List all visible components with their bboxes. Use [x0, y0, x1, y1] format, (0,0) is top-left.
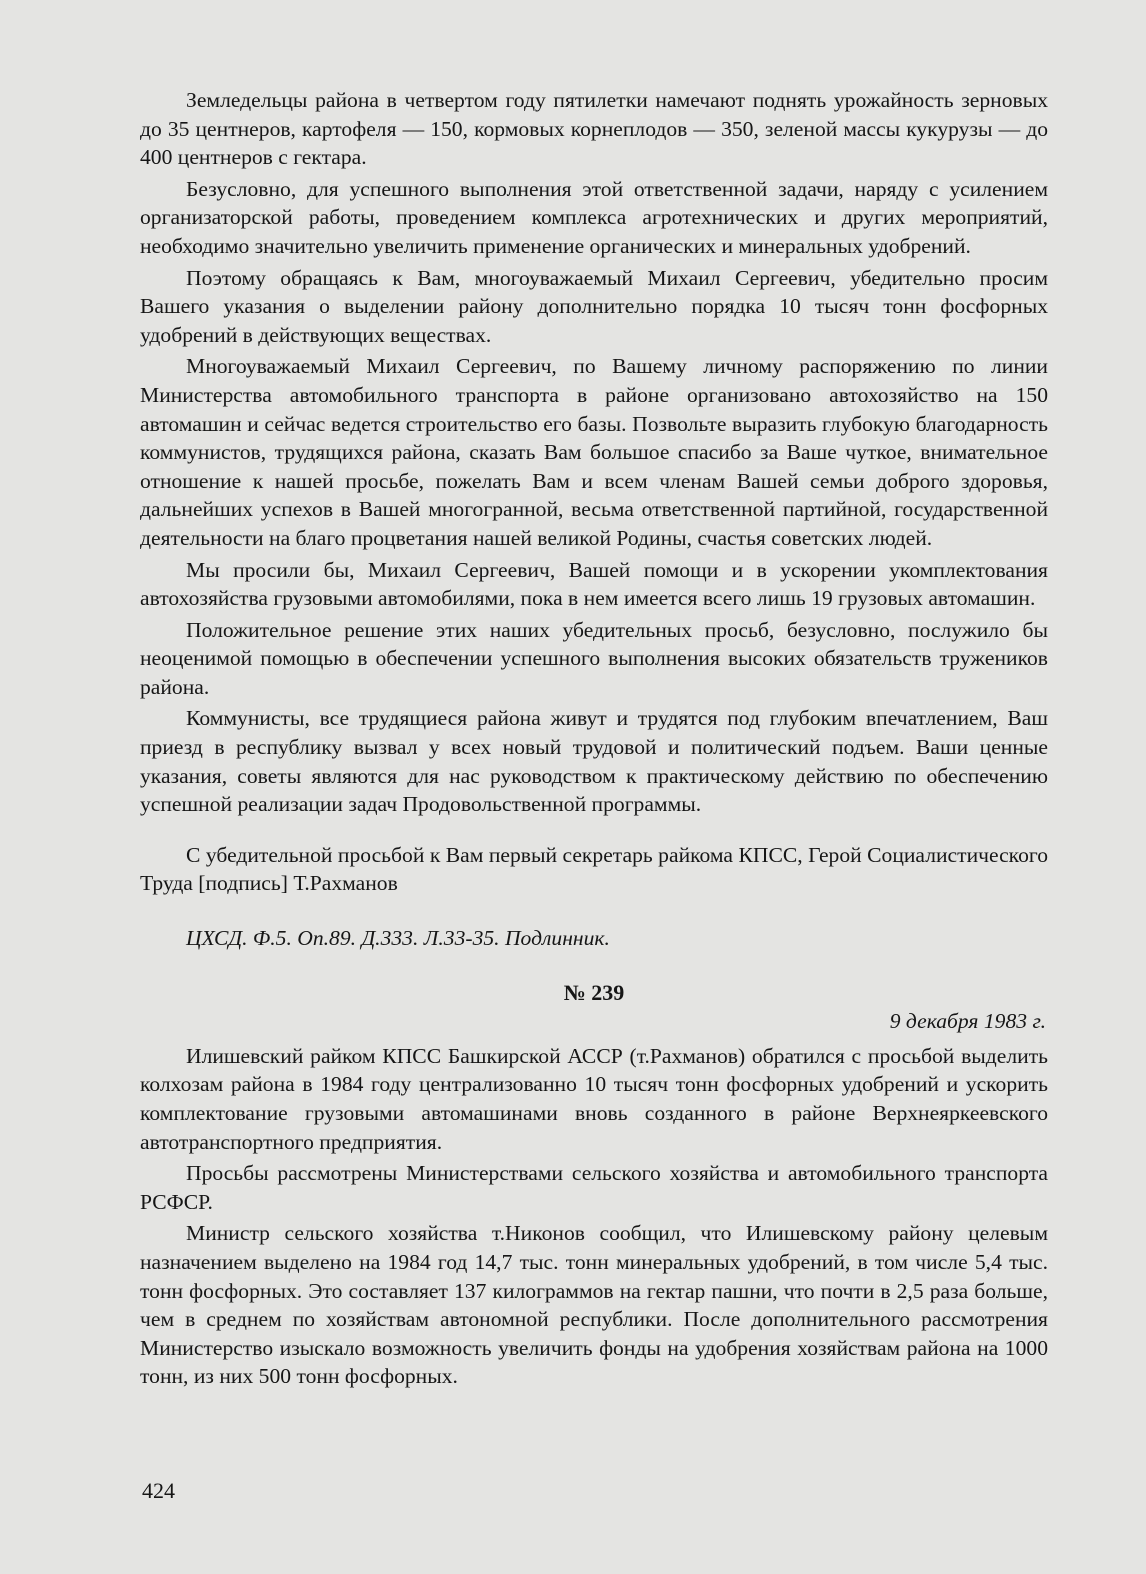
paragraph: Положительное решение этих наших убедительных просьб, безусловно, послужило бы неоценимой помощью в обеспечении успешного выполнения высоких обязательств тружеников района. [140, 617, 1048, 699]
document-date: 9 декабря 1983 г. [889, 1009, 1046, 1034]
paragraph: Илишевский райком КПСС Башкирской АССР (т.Рахманов) обратился с просьбой выделить колхозам района в 1984 году централизованно 10 тысяч тонн фосфорных удобрений и ускорить комплектование грузовыми автомашинами вновь созданного в районе Верхнеяркеевского автотранспортного предприятия. [140, 1043, 1048, 1154]
document-number: № 239 [563, 979, 625, 1005]
paragraph: Поэтому обращаясь к Вам, многоуважаемый Михаил Сергеевич, убедительно просим Вашего указания о выделении району дополнительно порядка 10 тысяч тонн фосфорных удобрений в действующих веществах. [140, 265, 1048, 347]
paragraph: Министр сельского хозяйства т.Никонов сообщил, что Илишевскому району целевым назначением выделено на 1984 год 14,7 тыс. тонн минеральных удобрений, в том числе 5,4 тыс. тонн фосфорных. Это составляет 137 килограммов на гектар пашни, что почти в 2,5 раза больше, чем в среднем по хозяйствам автономной республики. После дополнительного рассмотрения Министерство изыскало возможность увеличить фонды на удобрения хозяйствам района на 1000 тонн, из них 500 тонн фосфорных. [140, 1221, 1048, 1389]
paragraph: Земледельцы района в четвертом году пятилетки намечают поднять урожайность зерновых до 35 центнеров, картофеля — 150, кормовых корнеплодов — 350, зеленой массы кукурузы — до 400 центнеров с гектара. [140, 88, 1048, 170]
document-body [140, 86, 1048, 1391]
page-number: 424 [142, 1478, 175, 1503]
archive-source: ЦХСД. Ф.5. Оп.89. Д.333. Л.33-35. Подлинник. [186, 926, 610, 951]
paragraph: Многоуважаемый Михаил Сергеевич, по Вашему личному распоряжению по линии Министерства автомобильного транспорта в районе организовано автохозяйство на 150 автомашин и сейчас ведется строительство его базы. Позвольте выразить глубокую благодарность коммунистов, трудящихся района, сказать Вам большое спасибо за Ваше чуткое, внимательное отношение к нашей просьбе, пожелать Вам и всем членам Вашей семьи доброго здоровья, дальнейших успехов в Вашей многогранной, весьма ответственной партийной, государственной деятельности на благо процветания нашей великой Родины, счастья советских людей. [140, 354, 1048, 550]
paragraph: Просьбы рассмотрены Министерствами сельского хозяйства и автомобильного транспорта РСФСР. [140, 1161, 1048, 1214]
paragraph: Мы просили бы, Михаил Сергеевич, Вашей помощи и в ускорении укомплектования автохозяйства грузовыми автомобилями, пока в нем имеется всего лишь 19 грузовых автомашин. [140, 557, 1048, 611]
paragraph: Безусловно, для успешного выполнения этой ответственной задачи, наряду с усилением организаторской работы, проведением комплекса агротехнических и других мероприятий, необходимо значительно увеличить применение органических и минеральных удобрений. [140, 176, 1048, 258]
signature-line: С убедительной просьбой к Вам первый секретарь райкома КПСС, Герой Социалистического Труда [подпись] Т.Рахманов [140, 842, 1048, 896]
paragraph: Коммунисты, все трудящиеся района живут и трудятся под глубоким впечатлением, Ваш приезд в республику вызвал у всех новый трудовой и политический подъем. Ваши ценные указания, советы являются для нас руководством к практическому действию по обеспечению успешной реализации задач Продовольственной программы. [140, 706, 1048, 817]
